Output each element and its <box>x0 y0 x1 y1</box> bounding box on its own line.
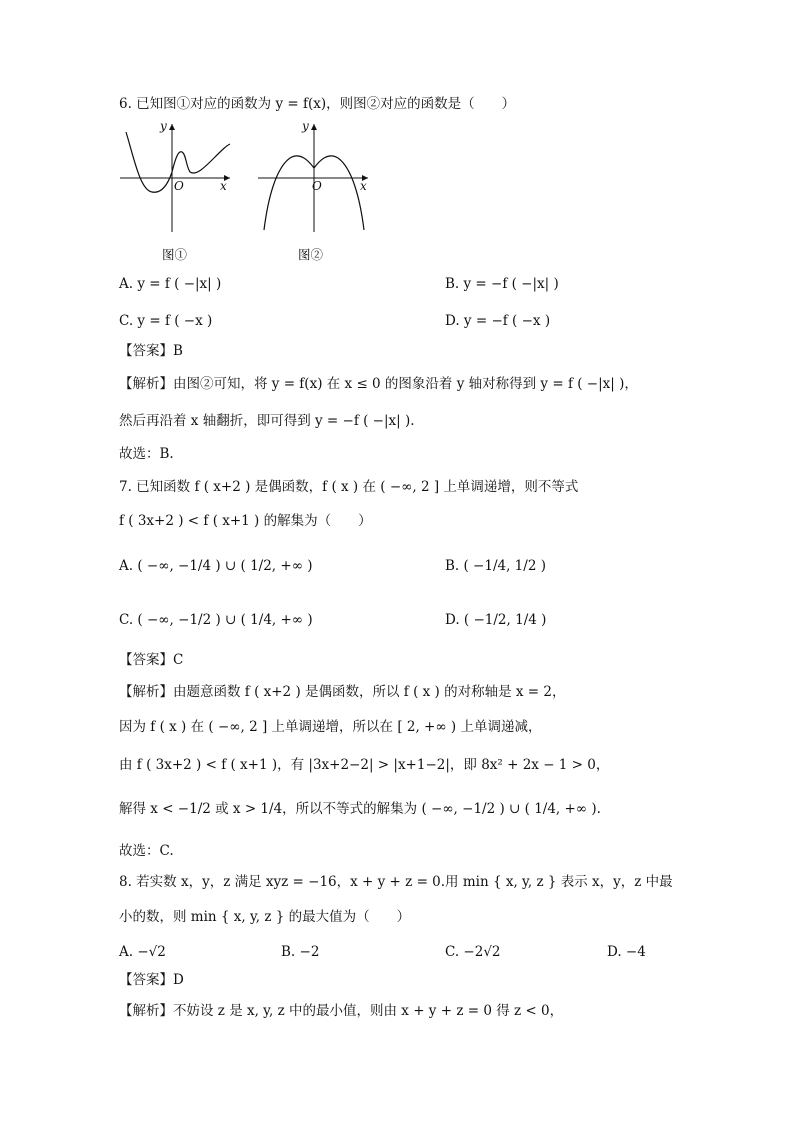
fig1-origin-label: O <box>174 179 184 193</box>
q8-stem-2: 小的数，则 min { x, y, z } 的最大值为（ ） <box>119 909 411 925</box>
q8-stem-1: 8. 若实数 x，y，z 满足 xyz = −16，x + y + z = 0.用 min { x, y, z } 表示 x，y，z 中最 <box>119 874 673 890</box>
q8-option-c: C. −2√2 <box>445 944 501 960</box>
q6-option-b: B. y = −f ( −|x| ) <box>445 276 559 292</box>
q6-conclusion: 故选：B. <box>119 446 174 462</box>
q7-analysis-4: 解得 x < −1/2 或 x > 1/4，所以不等式的解集为 ( −∞, −1/2 ) ∪ ( 1/4, +∞ ). <box>119 801 601 817</box>
fig1-x-label: x <box>220 179 227 193</box>
fig1-y-label: y <box>160 119 167 133</box>
q7-stem-2: f ( 3x+2 ) < f ( x+1 ) 的解集为（ ） <box>119 513 372 529</box>
fig2-x-label: x <box>360 179 367 193</box>
q7-analysis-3: 由 f ( 3x+2 ) < f ( x+1 )，有 |3x+2−2| > |x+1−2|，即 8x² + 2x − 1 > 0， <box>119 757 610 773</box>
q6-stem: 6. 已知图①对应的函数为 y = f(x)，则图②对应的函数是（ ） <box>119 96 516 112</box>
q7-answer: 【答案】C <box>119 652 184 668</box>
q7-option-b: B. ( −1/4, 1/2 ) <box>445 558 546 574</box>
q6-option-d: D. y = −f ( −x ) <box>445 313 551 329</box>
q7-conclusion: 故选：C. <box>119 843 174 859</box>
q6-analysis-2: 然后再沿着 x 轴翻折，即可得到 y = −f ( −|x| ). <box>119 413 415 429</box>
q8-analysis-1: 【解析】不妨设 z 是 x, y, z 中的最小值，则由 x + y + z = 0 得 z < 0， <box>119 1003 564 1019</box>
q8-option-d: D. −4 <box>607 944 646 960</box>
q6-option-c: C. y = f ( −x ) <box>119 313 213 329</box>
figure-1-graph <box>118 118 238 236</box>
q8-option-a: A. −√2 <box>119 944 166 960</box>
q8-option-b: B. −2 <box>281 944 320 960</box>
q7-option-c: C. ( −∞, −1/2 ) ∪ ( 1/4, +∞ ) <box>119 612 313 628</box>
figure-2-graph <box>256 118 376 236</box>
fig2-caption: 图② <box>298 247 324 262</box>
q7-analysis-2: 因为 f ( x ) 在 ( −∞, 2 ] 上单调递增，所以在 [ 2, +∞ ) 上单调递减， <box>119 719 542 735</box>
q7-option-d: D. ( −1/2, 1/4 ) <box>445 612 547 628</box>
q8-answer: 【答案】D <box>119 972 184 988</box>
q7-stem-1: 7. 已知函数 f ( x+2 ) 是偶函数，f ( x ) 在 ( −∞, 2 ] 上单调递增，则不等式 <box>119 479 579 495</box>
q7-analysis-1: 【解析】由题意函数 f ( x+2 ) 是偶函数，所以 f ( x ) 的对称轴是 x = 2， <box>119 684 566 700</box>
q6-analysis-1: 【解析】由图②可知，将 y = f(x) 在 x ≤ 0 的图象沿着 y 轴对称得到 y = f ( −|x| )， <box>119 376 638 392</box>
q7-option-a: A. ( −∞, −1/4 ) ∪ ( 1/2, +∞ ) <box>119 558 313 574</box>
fig1-caption: 图① <box>162 247 188 262</box>
q6-answer: 【答案】B <box>119 343 183 359</box>
fig2-origin-label: O <box>312 179 322 193</box>
q6-option-a: A. y = f ( −|x| ) <box>119 276 222 292</box>
fig2-y-label: y <box>302 119 309 133</box>
